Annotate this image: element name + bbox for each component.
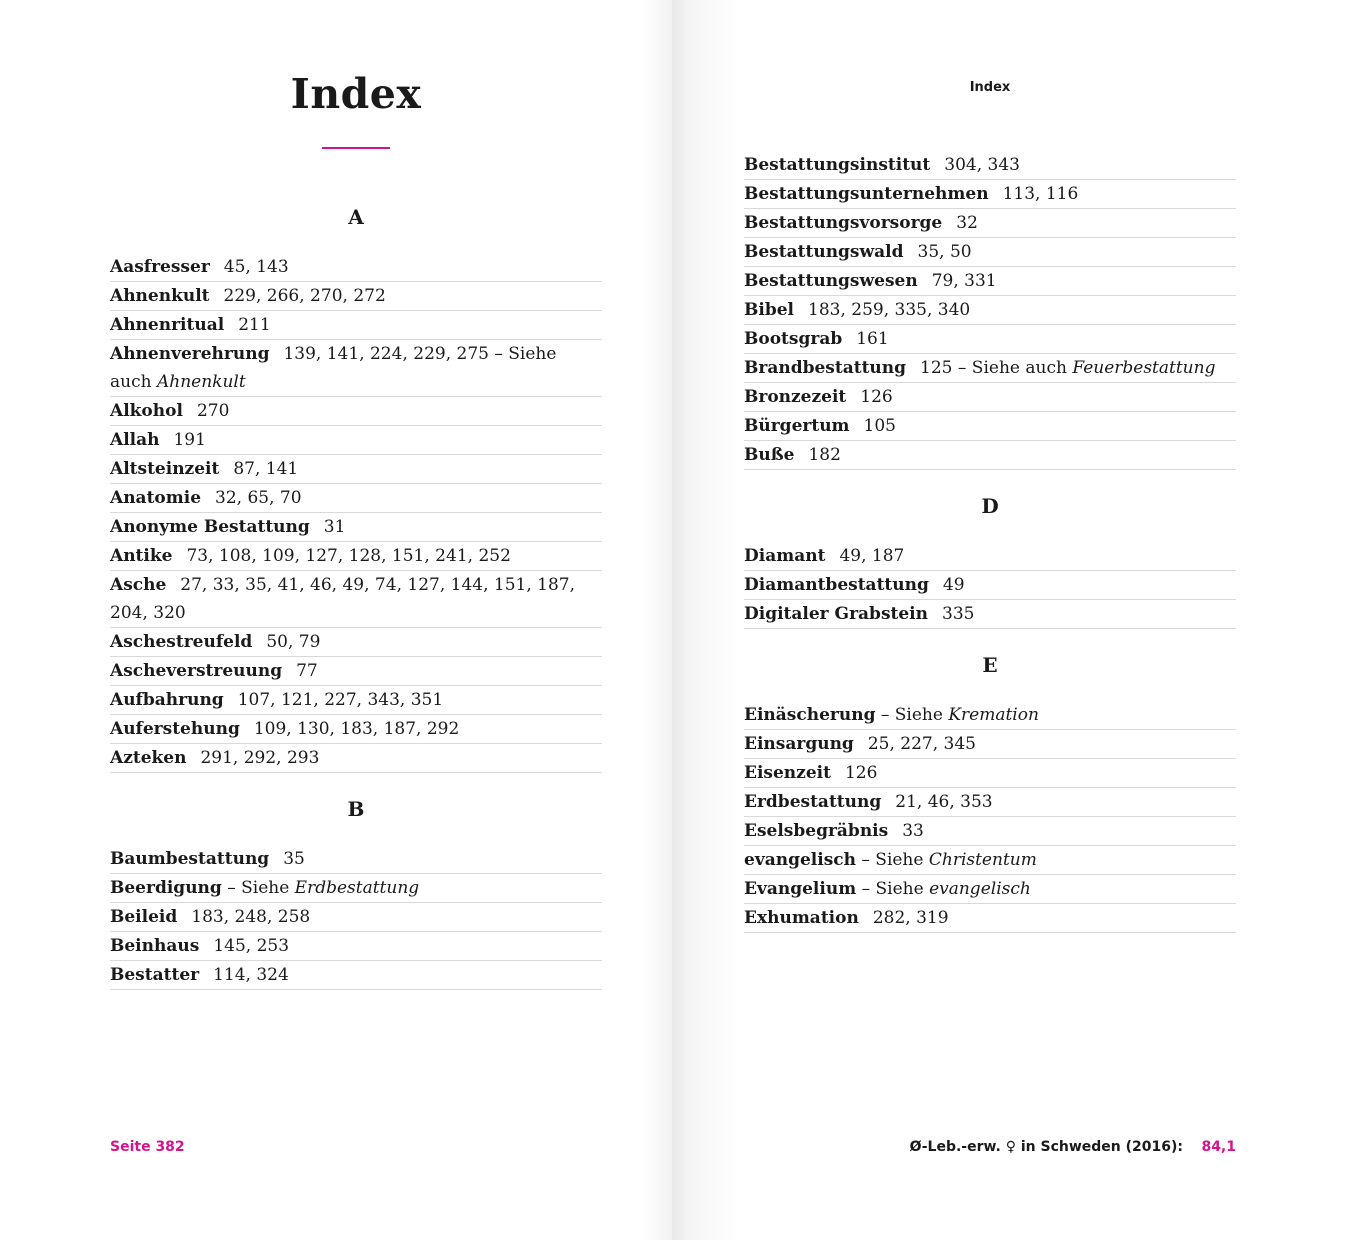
index-term: Digitaler Grabstein (744, 604, 928, 624)
index-entry (744, 325, 1236, 354)
page-references: 49 (942, 575, 965, 595)
index-entry (744, 875, 1236, 904)
index-entry (744, 383, 1236, 412)
index-term: Anatomie (110, 488, 202, 508)
index-entry (110, 282, 602, 311)
index-term: Bestattungsvorsorge (744, 213, 943, 233)
index-term: Beileid (110, 907, 178, 927)
index-entry (744, 209, 1236, 238)
page-references: 73, 108, 109, 127, 128, 151, 241, 252 (186, 546, 511, 566)
see-reference-term: Erdbestattung (294, 878, 420, 898)
page-references: 335 (942, 604, 975, 624)
section-letter: B (347, 797, 365, 821)
page-references: 32, 65, 70 (215, 488, 302, 508)
page-references: 105 (863, 416, 896, 436)
index-term: Alkohol (110, 401, 183, 421)
index-entry (744, 542, 1236, 571)
see-reference-prefix: – Siehe (855, 850, 929, 870)
index-entry-list (110, 845, 602, 990)
page-references: 113, 116 (1002, 184, 1079, 204)
running-head: Index (969, 80, 1011, 95)
page-references: 25, 227, 345 (867, 734, 976, 754)
page-references: 183, 259, 335, 340 (808, 300, 971, 320)
index-term: Beerdigung (110, 878, 222, 898)
index-term: Anonyme Bestattung (110, 517, 310, 537)
index-term: Allah (110, 430, 160, 450)
index-term: Ahnenritual (110, 315, 225, 335)
index-term: Bestattungswesen (744, 271, 918, 291)
section-letter: E (982, 653, 998, 677)
page-references: 125 (920, 358, 953, 378)
index-entry (110, 542, 602, 571)
statistic-label: Ø-Leb.-erw. ♀ in Schweden (2016): (909, 1139, 1183, 1155)
page-references: 27, 33, 35, 41, 46, 49, 74, 127, 144, 151, 187, 204, 320 (110, 575, 575, 623)
index-entry (110, 874, 602, 903)
page-number: Seite 382 (110, 1139, 185, 1155)
index-entry (744, 180, 1236, 209)
index-entry (744, 267, 1236, 296)
index-entry (110, 571, 602, 628)
index-entry-list (744, 542, 1236, 629)
index-term: Exhumation (744, 908, 859, 928)
page-references: 33 (902, 821, 924, 841)
index-term: Ahnenverehrung (110, 344, 270, 364)
statistic-value: 84,1 (1201, 1139, 1236, 1155)
see-reference-prefix: – Siehe auch (952, 358, 1073, 378)
page-references: 270 (196, 401, 230, 421)
index-term: Bronzezeit (744, 387, 847, 407)
see-reference-term: Kremation (948, 705, 1039, 725)
index-term: Altsteinzeit (110, 459, 220, 479)
page-references: 79, 331 (931, 271, 997, 291)
page-references: 211 (238, 315, 271, 335)
index-term: Bibel (744, 300, 794, 320)
index-term: Einäscherung (744, 705, 876, 725)
index-term: Bestattungswald (744, 242, 904, 262)
index-entry (744, 238, 1236, 267)
page-references: 304, 343 (944, 155, 1020, 175)
index-entry (110, 715, 602, 744)
page-references: 161 (856, 329, 889, 349)
index-term: Erdbestattung (744, 792, 882, 812)
title-underline (322, 147, 390, 149)
index-term: Aasfresser (110, 257, 210, 277)
index-term: Bootsgrab (744, 329, 843, 349)
index-term: Ascheverstreuung (110, 661, 283, 681)
index-entry (744, 846, 1236, 875)
index-term: Azteken (110, 748, 187, 768)
see-reference-prefix: – Siehe (875, 705, 949, 725)
index-term: Einsargung (744, 734, 854, 754)
page-title: Index (290, 70, 422, 118)
index-entry (110, 311, 602, 340)
see-reference-prefix: – Siehe (221, 878, 295, 898)
index-entry (110, 686, 602, 715)
index-entry (110, 513, 602, 542)
page-references: 126 (844, 763, 878, 783)
see-reference-term: evangelisch (929, 879, 1031, 899)
page-references: 87, 141 (233, 459, 299, 479)
page-references: 21, 46, 353 (895, 792, 993, 812)
page-references: 114, 324 (213, 965, 289, 985)
index-term: evangelisch (744, 850, 856, 870)
page-references: 107, 121, 227, 343, 351 (237, 690, 444, 710)
see-reference-term: Christentum (928, 850, 1037, 870)
index-term: Diamantbestattung (744, 575, 929, 595)
right-page (672, 0, 1346, 1240)
index-term: Aschestreufeld (110, 632, 253, 652)
index-entry (744, 151, 1236, 180)
index-term: Ahnenkult (110, 286, 210, 306)
index-entry (110, 426, 602, 455)
index-entry (110, 628, 602, 657)
index-entry (110, 744, 602, 773)
page-references: 49, 187 (839, 546, 905, 566)
left-page (0, 0, 672, 1240)
index-entry (744, 788, 1236, 817)
index-entry (744, 571, 1236, 600)
index-entry (744, 904, 1236, 933)
index-entry-list (744, 701, 1236, 933)
page-references: 291, 292, 293 (200, 748, 320, 768)
left-index-column (110, 197, 602, 990)
index-term: Evangelium (744, 879, 857, 899)
index-entry (744, 600, 1236, 629)
index-entry (110, 484, 602, 513)
right-index-column (744, 151, 1236, 933)
index-term: Beinhaus (110, 936, 200, 956)
index-entry (110, 253, 602, 282)
index-term: Bürgertum (744, 416, 850, 436)
page-references: 35, 50 (917, 242, 972, 262)
index-term: Eisenzeit (744, 763, 831, 783)
index-entry (744, 296, 1236, 325)
index-entry (744, 412, 1236, 441)
footer-statistic (910, 1139, 1236, 1155)
see-reference-prefix: – Siehe auch (110, 344, 557, 392)
index-entry (110, 961, 602, 990)
index-entry (744, 817, 1236, 846)
index-term: Bestattungsunternehmen (744, 184, 989, 204)
index-entry (110, 903, 602, 932)
index-term: Bestatter (110, 965, 200, 985)
see-reference-prefix: – Siehe (856, 879, 930, 899)
page-references: 183, 248, 258 (191, 907, 311, 927)
index-entry-list (110, 253, 602, 773)
index-entry (744, 441, 1236, 470)
index-term: Aufbahrung (110, 690, 224, 710)
index-entry (110, 932, 602, 961)
page-references: 35 (283, 849, 305, 869)
index-term: Buße (744, 445, 795, 465)
index-term: Brandbestattung (744, 358, 907, 378)
page-references: 50, 79 (266, 632, 321, 652)
index-entry (110, 397, 602, 426)
page-references: 145, 253 (213, 936, 290, 956)
index-term: Asche (110, 575, 167, 595)
see-reference-term: Feuerbestattung (1072, 358, 1216, 378)
section-letter: D (981, 494, 999, 518)
index-term: Eselsbegräbnis (744, 821, 889, 841)
page-references: 77 (296, 661, 318, 681)
index-entry (110, 340, 602, 397)
page-references: 282, 319 (872, 908, 949, 928)
page-references: 45, 143 (223, 257, 289, 277)
page-references: 32 (956, 213, 978, 233)
page-references: 229, 266, 270, 272 (223, 286, 386, 306)
index-entry (110, 845, 602, 874)
index-entry (110, 455, 602, 484)
index-term: Antike (110, 546, 173, 566)
index-term: Diamant (744, 546, 826, 566)
section-letter: A (348, 205, 364, 229)
index-entry (744, 354, 1236, 383)
index-term: Bestattungsinstitut (744, 155, 931, 175)
index-entry-list (744, 151, 1236, 470)
see-reference-term: Ahnenkult (156, 372, 246, 392)
page-references: 126 (860, 387, 893, 407)
page-references: 139, 141, 224, 229, 275 (283, 344, 489, 364)
index-entry (744, 759, 1236, 788)
index-entry (744, 701, 1236, 730)
page-references: 109, 130, 183, 187, 292 (253, 719, 460, 739)
page-references: 31 (323, 517, 346, 537)
page-references: 191 (173, 430, 206, 450)
index-entry (744, 730, 1236, 759)
index-entry (110, 657, 602, 686)
index-term: Baumbestattung (110, 849, 270, 869)
index-term: Auferstehung (110, 719, 240, 739)
page-references: 182 (808, 445, 841, 465)
